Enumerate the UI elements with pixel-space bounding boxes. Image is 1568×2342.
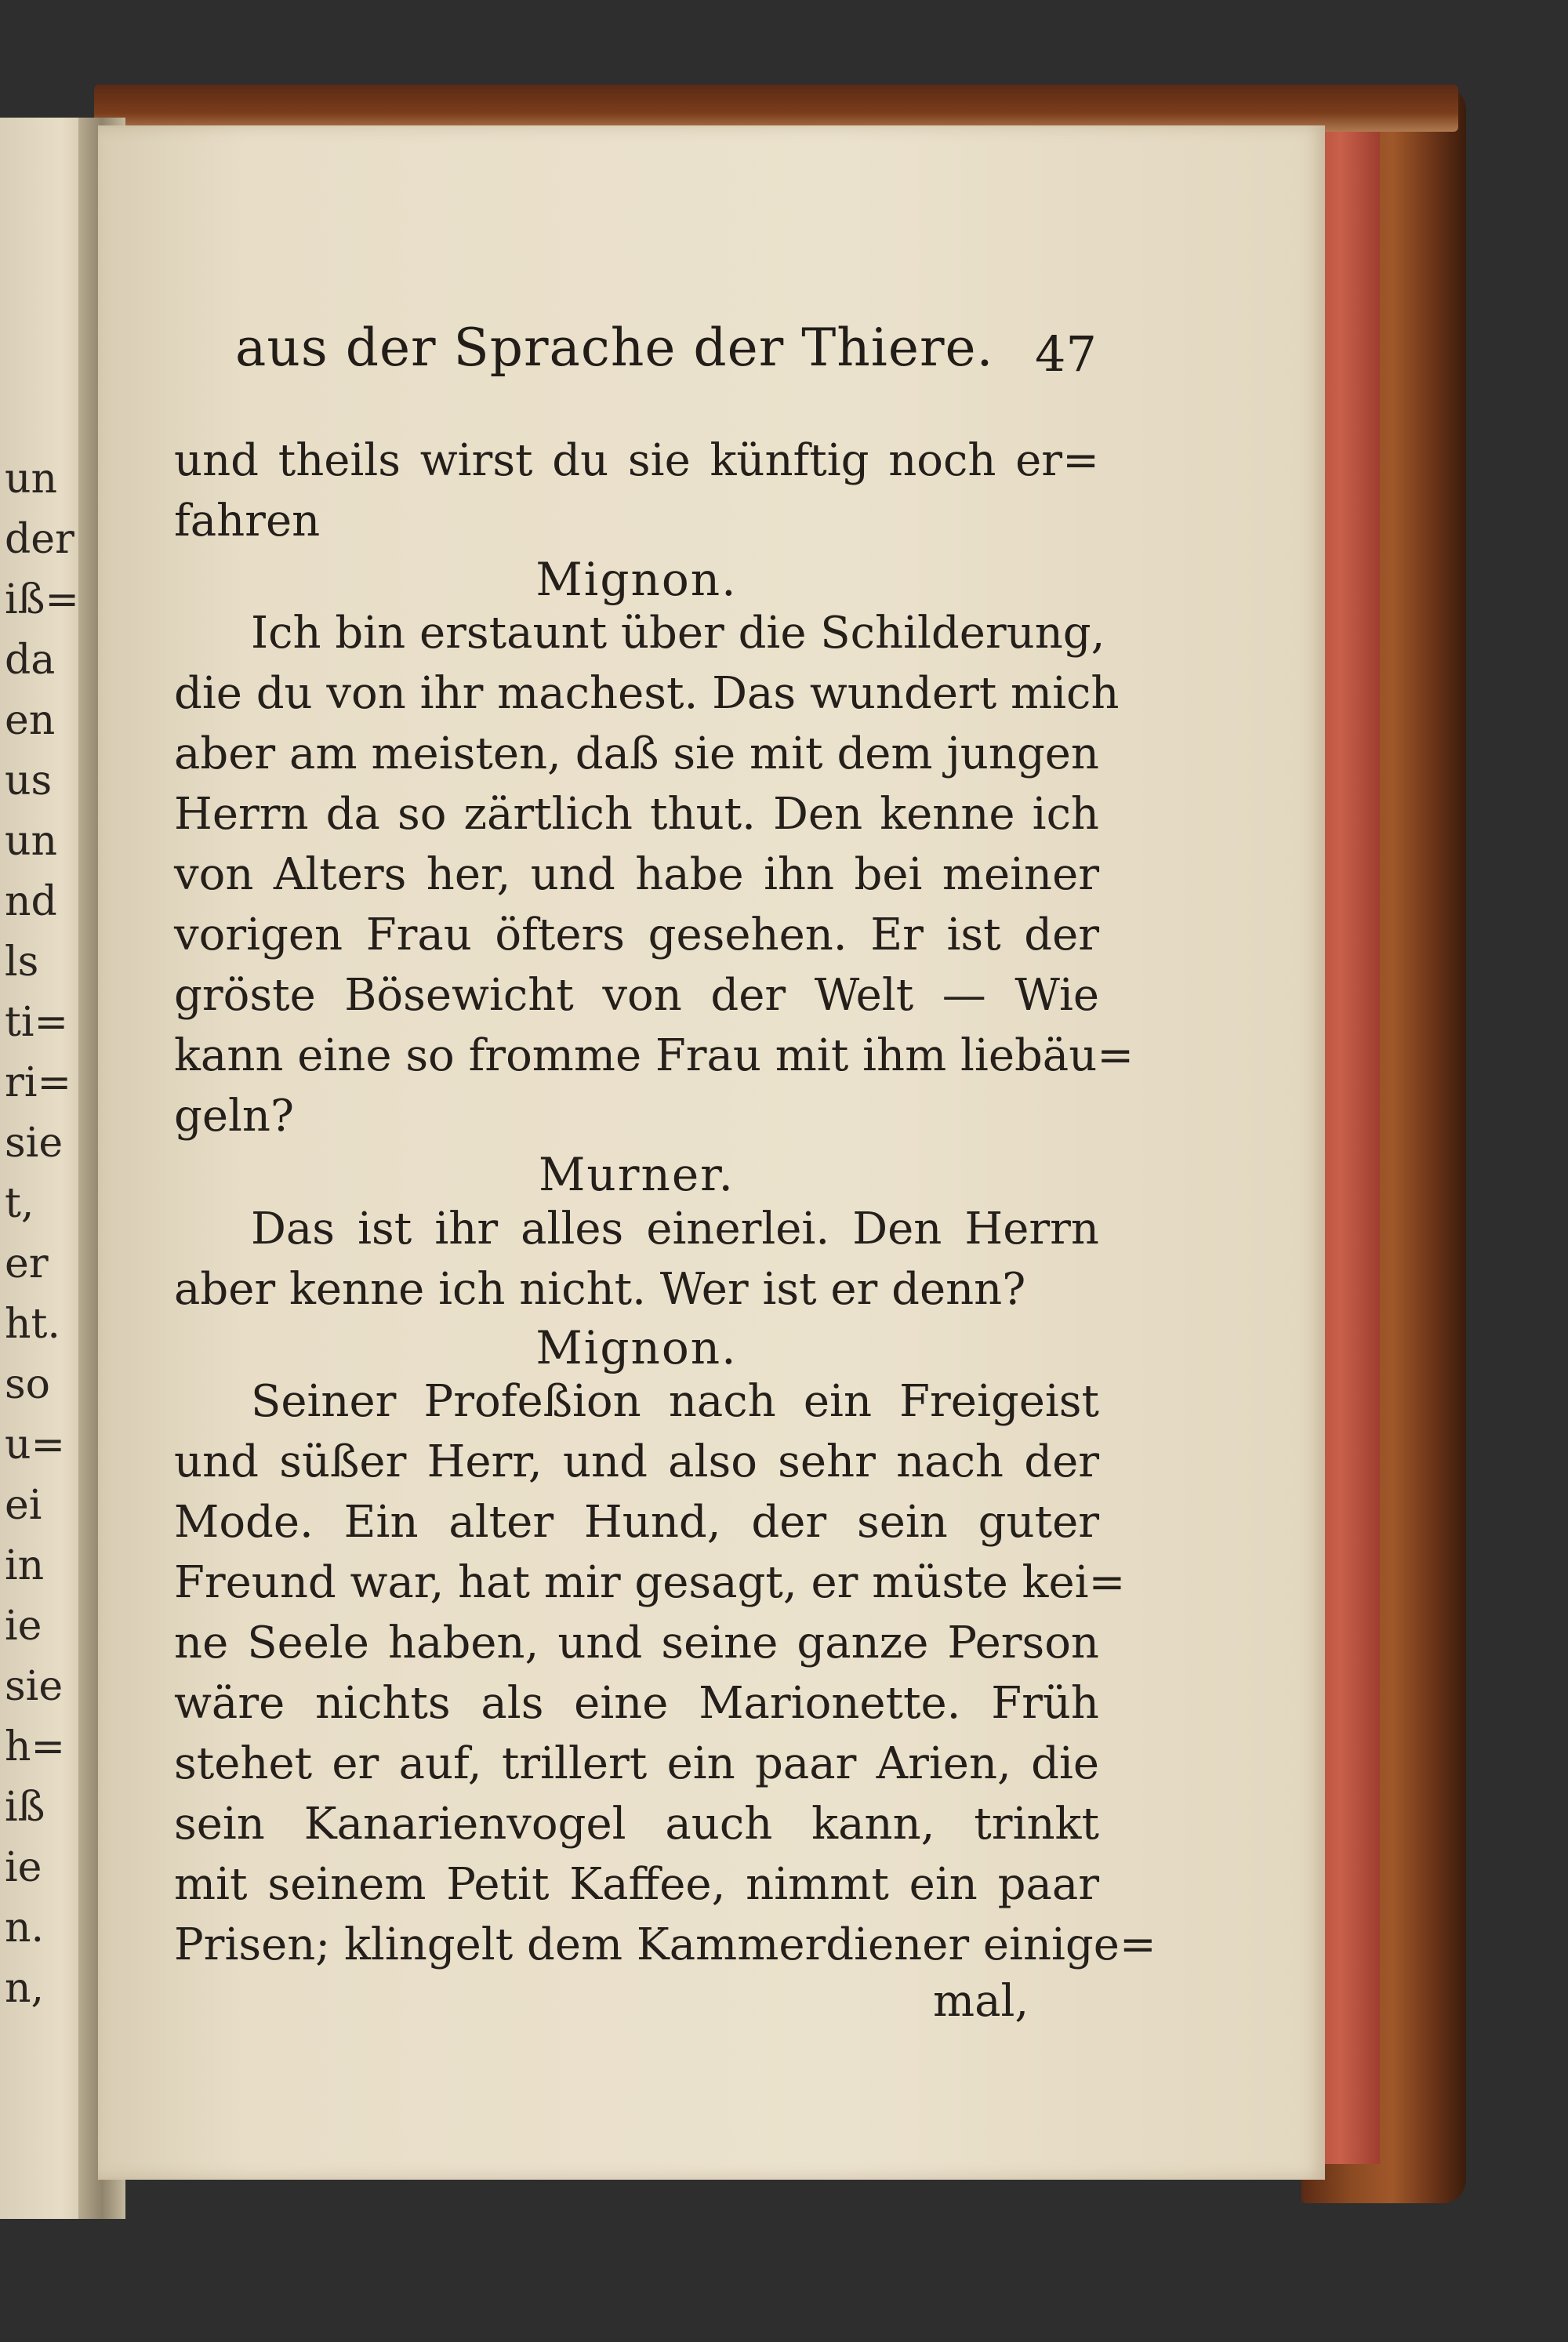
text-line: geln? (174, 1091, 294, 1142)
left-page-fragment: sie (5, 1123, 64, 1164)
left-page-fragment: iß (5, 1787, 45, 1828)
left-page-fragment: der (5, 519, 74, 560)
text-line: wäre nichts als eine Marionette. Früh (174, 1678, 1099, 1729)
text-line: sein Kanarienvogel auch kann, trinkt (174, 1799, 1099, 1850)
text-line: ne Seele haben, und seine ganze Person (174, 1618, 1099, 1668)
left-page-fragment: iß= (5, 579, 79, 620)
left-page-fragment: ri= (5, 1062, 72, 1103)
left-page-fragment: u= (5, 1425, 66, 1465)
left-page-fragment: in (5, 1545, 45, 1586)
left-page-fragment: un (5, 821, 57, 862)
text-line: vorigen Frau öfters gesehen. Er ist der (174, 910, 1099, 960)
left-page-fragment: er (5, 1244, 49, 1284)
left-page-fragment: h= (5, 1727, 66, 1767)
text-line: mit seinem Petit Kaffee, nimmt ein paar (174, 1859, 1099, 1910)
left-page-fragment: ht. (5, 1304, 60, 1345)
text-line: und süßer Herr, und also sehr nach der (174, 1436, 1099, 1487)
speaker-name: Mignon. (535, 1321, 738, 1374)
left-page-fragment: ie (5, 1606, 42, 1647)
text-line: Prisen; klingelt dem Kammerdiener einige= (174, 1919, 1156, 1970)
text-line: Seiner Profeßion nach ein Freigeist (251, 1376, 1099, 1427)
left-page-fragment: da (5, 640, 56, 681)
text-line: von Alters her, und habe ihn bei meiner (174, 849, 1099, 900)
text-line: kann eine so fromme Frau mit ihm liebäu= (174, 1030, 1134, 1081)
text-line: Freund war, hat mir gesagt, er müste kei= (174, 1557, 1126, 1608)
text-line: aber am meisten, daß sie mit dem jungen (174, 728, 1099, 779)
left-page-fragment: un (5, 459, 57, 499)
book-cover-top (94, 85, 1458, 132)
text-line: Ich bin erstaunt über die Schilderung, (251, 608, 1105, 659)
catchword: mal, (933, 1976, 1029, 2027)
text-line: Mode. Ein alter Hund, der sein guter (174, 1497, 1099, 1548)
page-number: 47 (1035, 325, 1097, 383)
text-line: aber kenne ich nicht. Wer ist er denn? (174, 1264, 1026, 1315)
text-line: Herrn da so zärtlich thut. Den kenne ich (174, 789, 1099, 840)
left-page-fragment: so (5, 1364, 50, 1405)
left-page-fragment: us (5, 761, 53, 801)
left-page-fragment: ie (5, 1847, 42, 1888)
left-page-fragment: ls (5, 942, 39, 982)
left-page-fragment: n, (5, 1968, 45, 2009)
text-line: und theils wirst du sie künftig noch er= (174, 435, 1099, 486)
running-head: aus der Sprache der Thiere. (235, 318, 994, 378)
speaker-name: Murner. (539, 1148, 735, 1201)
text-line: stehet er auf, trillert ein paar Arien, die (174, 1738, 1099, 1789)
left-page-fragment: en (5, 700, 56, 741)
text-line: fahren (174, 496, 321, 546)
text-line: die du von ihr machest. Das wundert mich (174, 668, 1120, 719)
speaker-name: Mignon. (535, 553, 738, 606)
left-page-fragment: sie (5, 1666, 64, 1707)
left-page-fragment: n. (5, 1908, 45, 1948)
left-page-fragment: t, (5, 1183, 34, 1224)
left-page-fragment: nd (5, 881, 57, 922)
left-page-fragment: ti= (5, 1002, 69, 1043)
text-line: Das ist ihr alles einerlei. Den Herrn (251, 1204, 1099, 1255)
text-line: gröste Bösewicht von der Welt — Wie (174, 970, 1099, 1021)
left-page-fragment: ei (5, 1485, 42, 1526)
